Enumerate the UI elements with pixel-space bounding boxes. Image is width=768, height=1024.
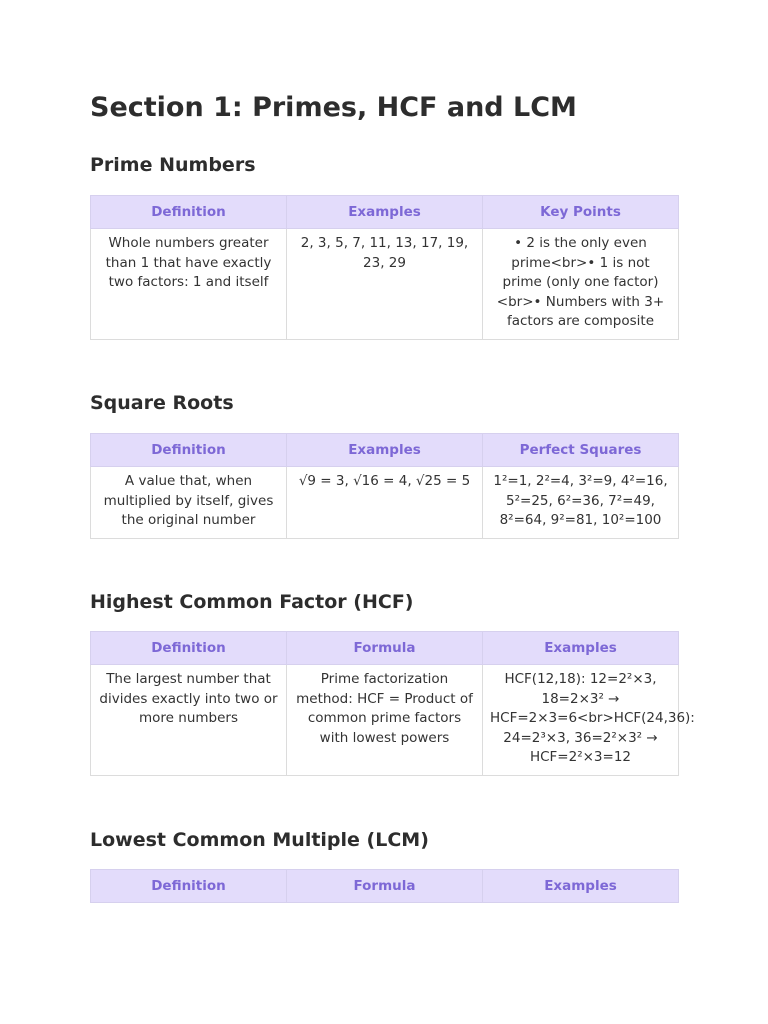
- section-heading-square-roots: Square Roots: [90, 392, 234, 414]
- lcm-table: [90, 869, 679, 903]
- column-header: Formula: [287, 870, 483, 903]
- column-header: Examples: [483, 870, 679, 903]
- column-header: Formula: [287, 632, 483, 665]
- section-heading-lcm: Lowest Common Multiple (LCM): [90, 829, 429, 851]
- table-cell-examples: HCF(12,18): 12=2²×3, 18=2×3² → HCF=2×3=6<br>HCF(24,36): 24=2³×3, 36=2²×3² → HCF=2²×3=12: [483, 665, 679, 776]
- table-cell-definition: The largest number that divides exactly into two or more numbers: [91, 665, 287, 776]
- table-cell-perfect-squares: 1²=1, 2²=4, 3²=9, 4²=16, 5²=25, 6²=36, 7²=49, 8²=64, 9²=81, 10²=100: [483, 467, 679, 539]
- table-header-row: [91, 632, 679, 665]
- page-title: Section 1: Primes, HCF and LCM: [90, 92, 577, 123]
- column-header: Examples: [483, 632, 679, 665]
- table-header-row: [91, 196, 679, 229]
- section-heading-prime-numbers: Prime Numbers: [90, 154, 256, 176]
- column-header: Definition: [91, 632, 287, 665]
- section-heading-hcf: Highest Common Factor (HCF): [90, 591, 414, 613]
- column-header: Perfect Squares: [483, 434, 679, 467]
- hcf-table: [90, 631, 695, 776]
- column-header: Definition: [91, 434, 287, 467]
- table-cell-examples: 2, 3, 5, 7, 11, 13, 17, 19, 23, 29: [287, 229, 483, 340]
- table-row: [91, 665, 679, 776]
- column-header: Definition: [91, 196, 287, 229]
- square-roots-table: [90, 433, 679, 539]
- column-header: Examples: [287, 196, 483, 229]
- table-cell-examples: √9 = 3, √16 = 4, √25 = 5: [287, 467, 483, 539]
- table-cell-key-points: • 2 is the only even prime<br>• 1 is not prime (only one factor)<br>• Numbers with 3+ factors are composite: [483, 229, 679, 340]
- table-header-row: [91, 870, 679, 903]
- table-row: [91, 229, 679, 340]
- table-row: [91, 467, 679, 539]
- column-header: Key Points: [483, 196, 679, 229]
- table-cell-formula: Prime factorization method: HCF = Product of common prime factors with lowest powers: [287, 665, 483, 776]
- table-cell-definition: A value that, when multiplied by itself, gives the original number: [91, 467, 287, 539]
- column-header: Examples: [287, 434, 483, 467]
- prime-numbers-table: [90, 195, 679, 340]
- column-header: Definition: [91, 870, 287, 903]
- table-cell-definition: Whole numbers greater than 1 that have exactly two factors: 1 and itself: [91, 229, 287, 340]
- table-header-row: [91, 434, 679, 467]
